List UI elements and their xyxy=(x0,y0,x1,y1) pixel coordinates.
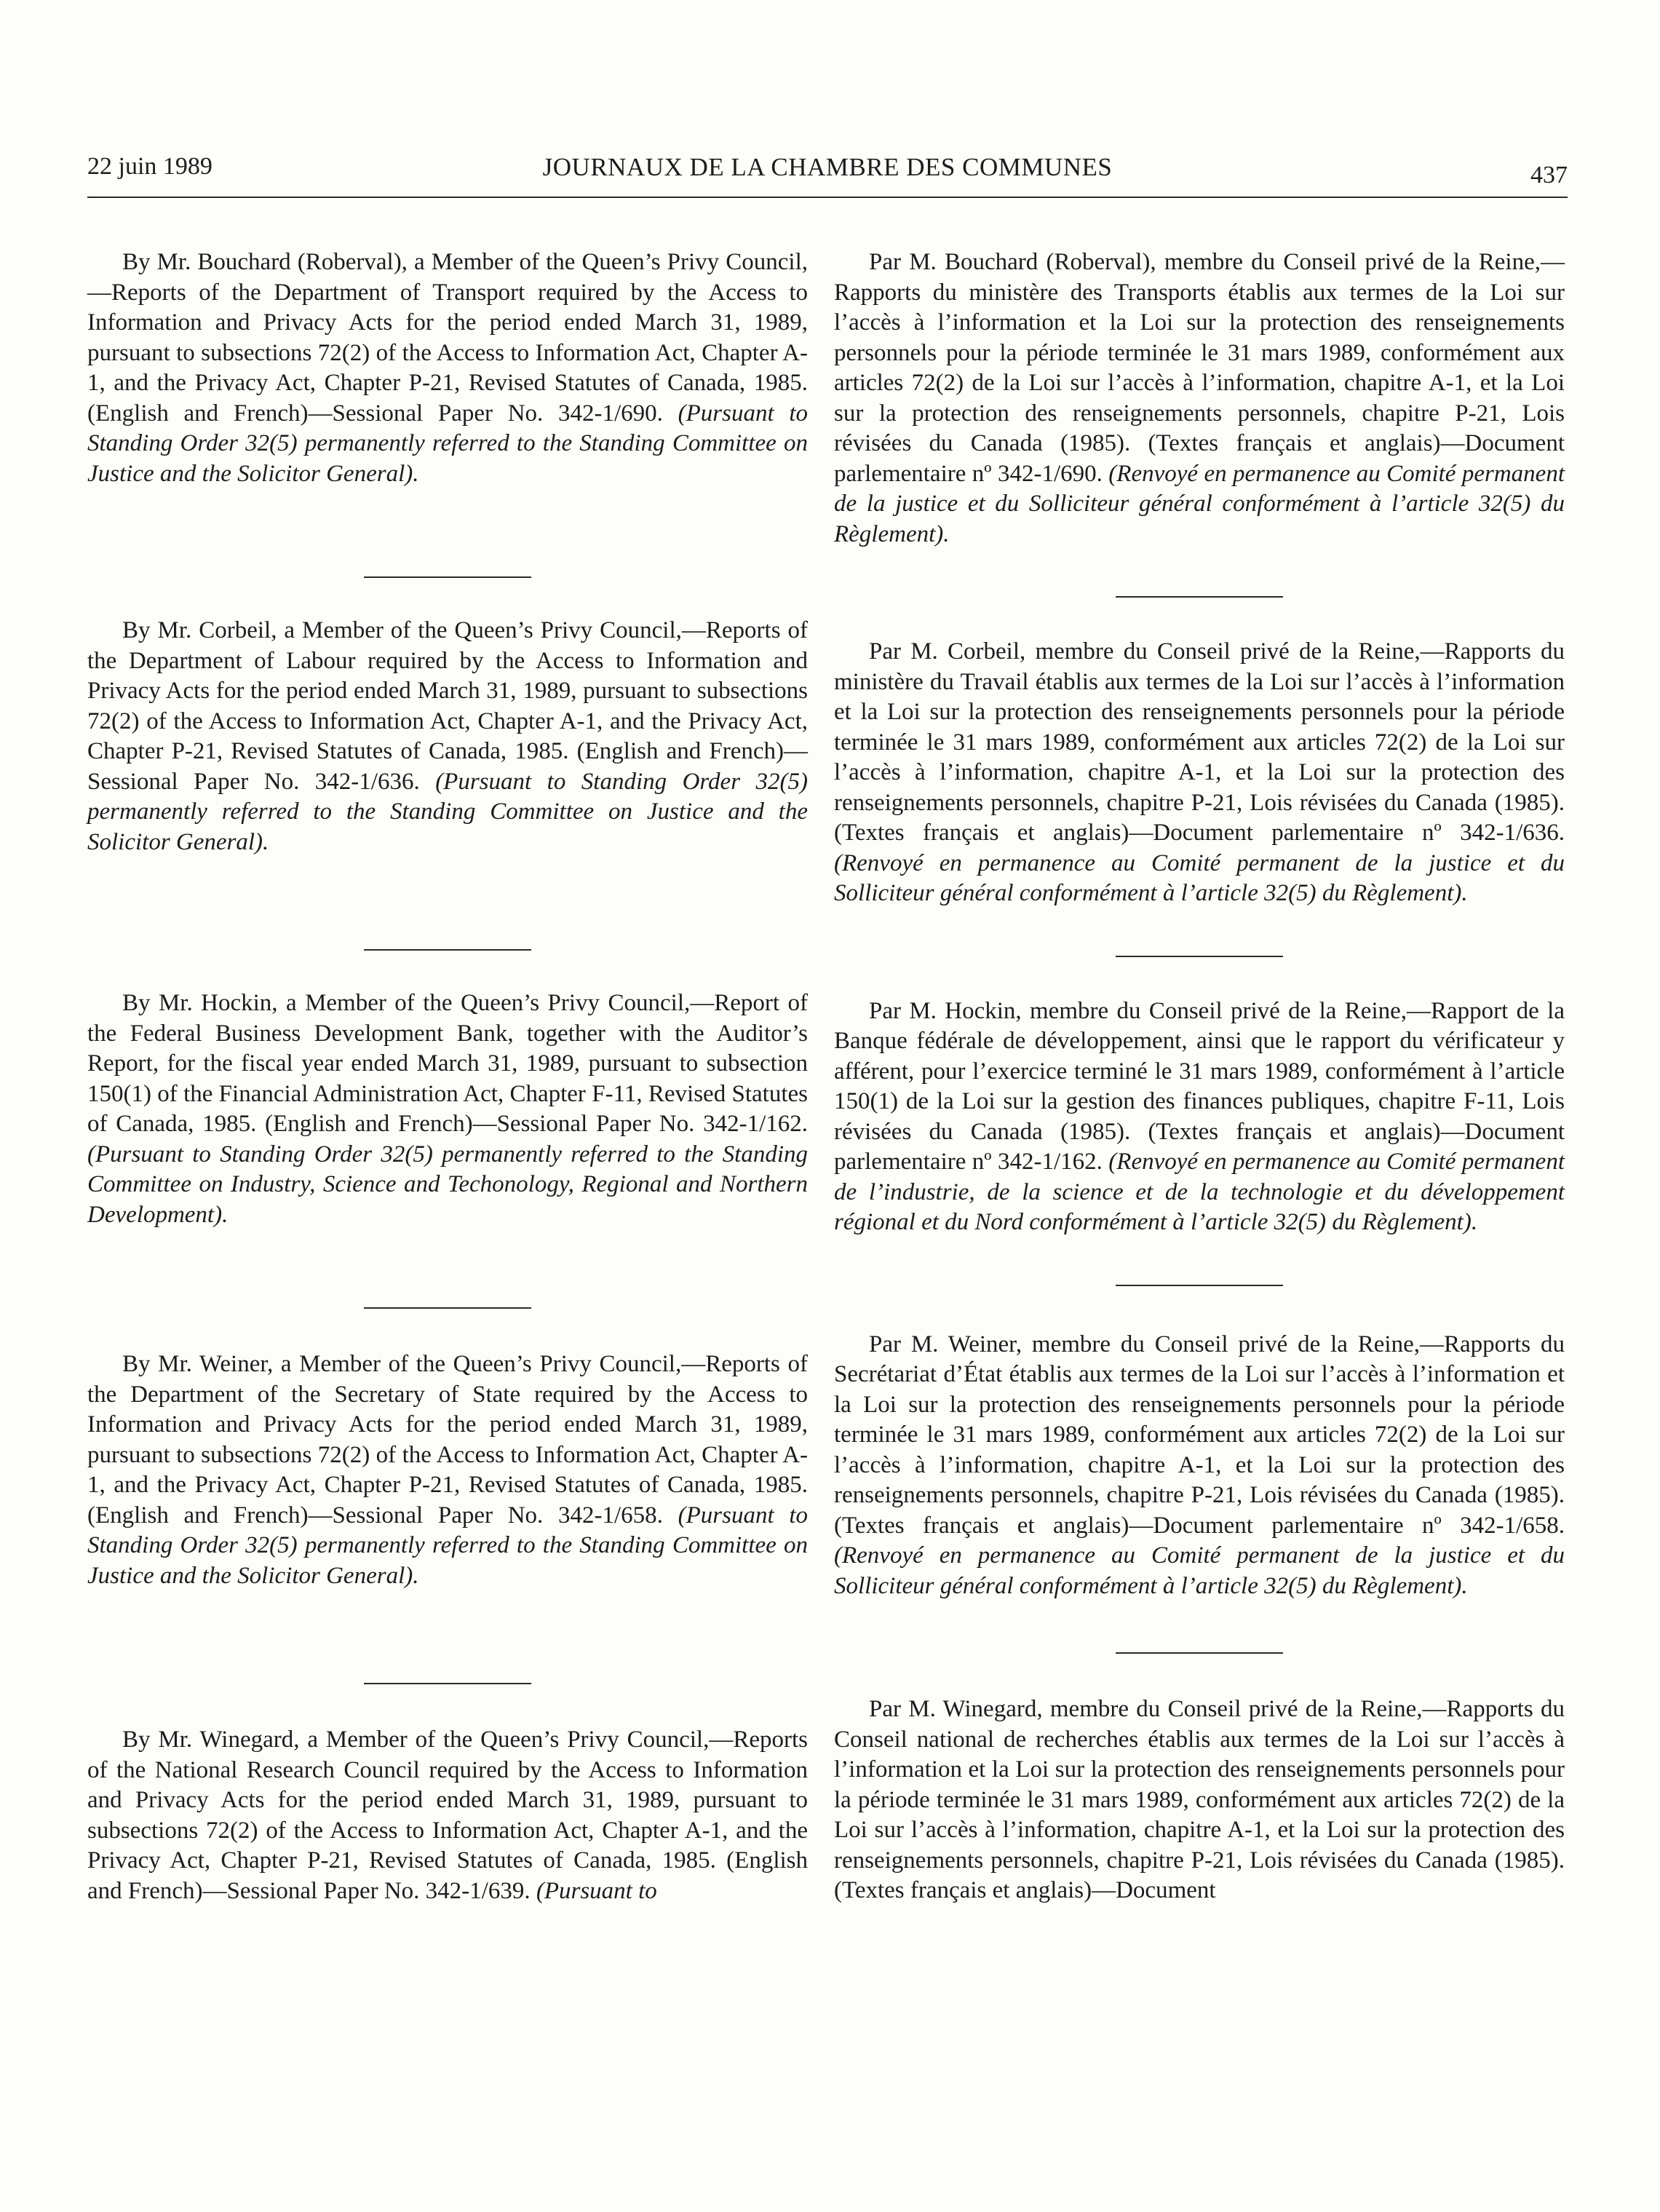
entry-referral: (Pursuant to Standing Order 32(5) permanently referred to the Standing Committee on Justice and the Solicitor General). xyxy=(87,400,808,487)
entry-body: Par M. Corbeil, membre du Conseil privé de la Reine,—Rapports du ministère du Travail établis aux termes de la Loi sur l’accès à l’information et la Loi sur la protection des renseignements personnels pour la période terminée le 31 mars 1989, conformément aux articles 72(2) de la Loi sur l’accès à l’information, chapitre A-1, et la Loi sur la protection des renseignements personnels, chapitre P-21, Lois révisées du Canada (1985). (Textes français et anglais)—Document parlementaire nº 342-1/636. xyxy=(834,638,1565,846)
entry-referral: (Pursuant to Standing Order 32(5) permanently referred to the Standing Committee on Justice and the Solicitor General). xyxy=(87,768,808,855)
entry-body: Par M. Weiner, membre du Conseil privé de la Reine,—Rapports du Secrétariat d’État établis aux termes de la Loi sur l’accès à l’information et la Loi sur la protection des renseignements personnels pour la période terminée le 31 mars 1989, conformément aux articles 72(2) de la Loi sur l’accès à l’information, chapitre A-1, et la Loi sur la protection des renseignements personnels, chapitre P-21, Lois révisées du Canada (1985). (Textes français et anglais)—Document parlementaire nº 342-1/658. xyxy=(834,1331,1565,1539)
entry-hockin-en xyxy=(87,988,808,1230)
separator-rule xyxy=(1116,1285,1283,1286)
entry-body: Par M. Hockin, membre du Conseil privé de la Reine,—Rapport de la Banque fédérale de développement, ainsi que le rapport du vérificateur y afférent, pour l’exercice terminé le 31 mars 1989, conformément à l’article 150(1) de la Loi sur la gestion des finances publiques, chapitre F-11, Lois révisées du Canada (1985). (Textes français et anglais)—Document parlementaire nº 342-1/162. xyxy=(834,997,1565,1175)
entry-body: Par M. Winegard, membre du Conseil privé de la Reine,—Rapports du Conseil national de recherches établis aux termes de la Loi sur l’accès à l’information et la Loi sur la protection des renseignements personnels pour la période terminée le 31 mars 1989, conformément aux articles 72(2) de la Loi sur l’accès à l’information, chapitre A-1, et la Loi sur la protection des renseignements personnels, chapitre P-21, Lois révisées du Canada (1985). (Textes français et anglais)—Document xyxy=(834,1696,1565,1903)
entry-body: By Mr. Corbeil, a Member of the Queen’s Privy Council,—Reports of the Department of Labour required by the Access to Information and Privacy Acts for the period ended March 31, 1989, pursuant to subsections 72(2) of the Access to Information Act, Chapter A-1, and the Privacy Act, Chapter P-21, Revised Statutes of Canada, 1985. (English and French)—Sessional Paper No. 342-1/636. xyxy=(87,617,808,795)
entry-referral: (Renvoyé en permanence au Comité permanent de la justice et du Solliciteur général conformément à l’article 32(5) du Règlement). xyxy=(834,849,1565,906)
header-date: 22 juin 1989 xyxy=(87,153,213,180)
french-column xyxy=(834,247,1565,1906)
entry-bouchard-en xyxy=(87,247,808,489)
entry-referral: (Pursuant to Standing Order 32(5) permanently referred to the Standing Committee on Justice and the Solicitor General). xyxy=(87,1502,808,1589)
separator-rule xyxy=(364,1683,531,1684)
entry-body: By Mr. Winegard, a Member of the Queen’s Privy Council,—Reports of the National Research Council required by the Access to Information and Privacy Acts for the period ended March 31, 1989, pursuant to subsections 72(2) of the Access to Information Act, Chapter A-1, and the Privacy Act, Chapter P-21, Revised Statutes of Canada, 1985. (English and French)—Sessional Paper No. 342-1/639. xyxy=(87,1727,808,1904)
entry-referral: (Renvoyé en permanence au Comité permanent de la justice et du Solliciteur général conformément à l’article 32(5) du Règlement). xyxy=(834,460,1565,547)
entry-weiner-fr xyxy=(834,1330,1565,1602)
entry-weiner-en xyxy=(87,1349,808,1591)
entry-referral: (Renvoyé en permanence au Comité permanent de l’industrie, de la science et de la technologie et du développement régional et du Nord conformément à l’article 32(5) du Règlement). xyxy=(834,1149,1565,1235)
entry-winegard-fr xyxy=(834,1694,1565,1906)
entry-referral: (Renvoyé en permanence au Comité permanent de la justice et du Solliciteur général conformément à l’article 32(5) du Règlement). xyxy=(834,1542,1565,1599)
entry-bouchard-fr xyxy=(834,247,1565,550)
entry-hockin-fr xyxy=(834,996,1565,1238)
separator-rule xyxy=(1116,1652,1283,1654)
entry-corbeil-fr xyxy=(834,637,1565,909)
separator-rule xyxy=(364,576,531,578)
separator-rule xyxy=(364,1307,531,1309)
entry-body: Par M. Bouchard (Roberval), membre du Conseil privé de la Reine,—Rapports du ministère des Transports établis aux termes de la Loi sur l’accès à l’information et la Loi sur la protection des renseignements personnels pour la période terminée le 31 mars 1989, conformément aux articles 72(2) de la Loi sur l’accès à l’information, chapitre A-1, et la Loi sur la protection des renseignements personnels, chapitre P-21, Lois révisées du Canada (1985). (Textes français et anglais)—Document parlementaire nº 342-1/690. xyxy=(834,249,1565,487)
entry-body: By Mr. Bouchard (Roberval), a Member of the Queen’s Privy Council,—Reports of the Department of Transport required by the Access to Information and Privacy Acts for the period ended March 31, 1989, pursuant to subsections 72(2) of the Access to Information Act, Chapter A-1, and the Privacy Act, Chapter P-21, Revised Statutes of Canada, 1985. (English and French)—Sessional Paper No. 342-1/690. xyxy=(87,249,808,427)
entry-body: By Mr. Hockin, a Member of the Queen’s Privy Council,—Report of the Federal Business Development Bank, together with the Auditor’s Report, for the fiscal year ended March 31, 1989, pursuant to subsection 150(1) of the Financial Administration Act, Chapter F-11, Revised Statutes of Canada, 1985. (English and French)—Sessional Paper No. 342-1/162. xyxy=(87,990,808,1137)
separator-rule xyxy=(364,949,531,951)
entry-corbeil-en xyxy=(87,616,808,857)
entry-referral: (Pursuant to xyxy=(536,1877,657,1904)
english-column xyxy=(87,247,808,1906)
journal-title: JOURNAUX DE LA CHAMBRE DES COMMUNES xyxy=(542,153,1113,181)
entry-referral: (Pursuant to Standing Order 32(5) permanently referred to the Standing Committee on Industry, Science and Techonology, Regional and Northern Development). xyxy=(87,1141,808,1228)
separator-rule xyxy=(1116,956,1283,957)
separator-rule xyxy=(1116,596,1283,598)
entry-body: By Mr. Weiner, a Member of the Queen’s Privy Council,—Reports of the Department of the Secretary of State required by the Access to Information and Privacy Acts for the period ended March 31, 1989, pursuant to subsections 72(2) of the Access to Information Act, Chapter A-1, and the Privacy Act, Chapter P-21, Revised Statutes of Canada, 1985. (English and French)—Sessional Paper No. 342-1/658. xyxy=(87,1351,808,1529)
page-number: 437 xyxy=(1530,162,1568,189)
page-header xyxy=(87,153,1568,198)
entry-winegard-en xyxy=(87,1725,808,1906)
